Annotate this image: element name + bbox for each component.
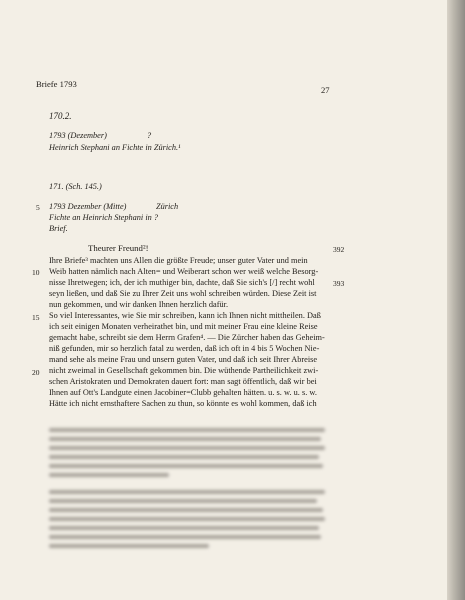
entry-number: 170.2. [49,111,72,121]
salutation: Theurer Freund²! [88,243,149,253]
entry-route: Fichte an Heinrich Stephani in ? [49,213,158,222]
page-edge [447,0,465,600]
text-line: schen Aristokraten und Demokraten dauert fort: man sagt öffentlich, daß wir bei [49,377,317,386]
text-line: nun gekommen, und wir danken Ihnen herzlich dafür. [49,300,229,309]
text-line: ich seit einigen Monaten verheirathet bin, und mit meiner Frau eine kleine Reise [49,322,318,331]
text-line: mand sehe als meine Frau und unsern guten Vater, und daß ich seit Ihrer Abreise [49,355,318,364]
margin-reference: 392 [333,245,345,254]
entry-place: Zürich [156,202,179,211]
text-line: seyn ließen, und daß Sie zu Ihrer Zeit uns wohl schreiben würden. Diese Zeit ist [49,289,317,298]
text-line: Ihnen auf Ott's Landgute einen Jacobiner=Clubb gehalten hätten. u. s. w. u. s. w. [49,388,318,397]
text-line: nicht zweimal in Gesellschaft gekommen bin. Die wüthende Partheilichkeit zwi- [49,366,319,375]
text-line: nisse Ihretwegen; ich, der ich muthiger bin, dachte, daß Sie sich's [/] recht wohl [49,278,315,287]
entry-date: 1793 (Dezember) [49,131,107,140]
line-number: 20 [32,368,40,377]
blurred-footnotes [49,426,329,556]
entry-type: Brief. [49,224,68,233]
line-number: 10 [32,268,40,277]
page-number: 27 [321,85,330,95]
line-number: 15 [32,313,40,322]
entry-date: 1793 Dezember (Mitte) [49,202,127,211]
text-line: Ihre Briefe³ machten uns Allen die größte Freude; unser guter Vater und mein [49,256,308,265]
text-line: niß gefunden, mir so herzlich fatal zu werden, daß ich oft in 4 bis 5 Wochen Nie- [49,344,320,353]
text-line: So viel Interessantes, wie Sie mir schreiben, kann ich Ihnen nicht mittheilen. Daß [49,311,321,320]
entry-route: Heinrich Stephani an Fichte in Zürich.¹ [49,143,181,152]
text-line: Weib hatten nämlich nach Alten= und Weiberart schon wer weiß welche Besorg- [49,267,319,276]
margin-reference: 393 [333,279,345,288]
running-header: Briefe 1793 [36,79,77,89]
text-line: Hätte ich nicht ernsthaftere Sachen zu thun, so könnte es wohl kommen, daß ich [49,399,317,408]
text-line: gemacht habe, schreibt sie dem Herrn Grafen⁴. — Die Zürcher haben das Geheim- [49,333,325,342]
entry-number: 171. (Sch. 145.) [49,182,102,191]
line-number: 5 [36,203,40,212]
entry-date-mark: ? [147,131,152,140]
